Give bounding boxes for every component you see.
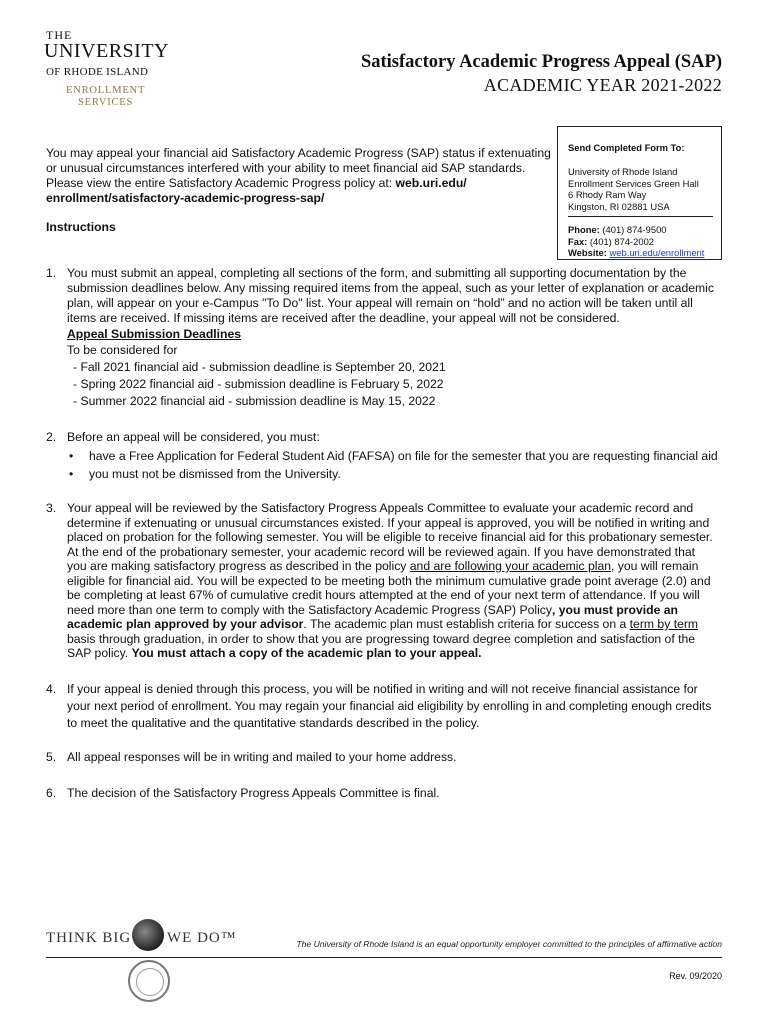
website-link[interactable]: web.uri.edu/enrollment xyxy=(609,247,705,258)
item3-text-1: Your appeal will be reviewed by the Satisfactory Progress Appeals Committee to evaluate your academic record and determine if extenuating or unusual circumstances existed. If your appeal is approved, you will be notified in writing and placed on probation for the following semester. You will be eligible to receive financial aid for this probationary semester. At the end of the probationary semester, your academic record will be reviewed again. If you have demonstrated that you are making satisfactory progress as described in the policy xyxy=(67,501,713,573)
divider xyxy=(568,216,713,217)
item3-underline-1: and are following your academic plan xyxy=(409,559,611,573)
deadline-item: - Fall 2021 financial aid - submission deadline is September 20, 2021 xyxy=(73,360,446,374)
send-box-heading: Send Completed Form To: xyxy=(568,142,685,153)
item-text: If your appeal is denied through this process, you will be notified in writing and will not receive financial assistance for your next period of enrollment. You may regain your financial aid eligibility by enrolling in and completing enough credits to meet the qualitative and the quantitative standards described in the policy. xyxy=(67,681,712,730)
logo-es-line2: SERVICES xyxy=(78,97,134,108)
deadlines-intro: To be considered for xyxy=(67,343,178,357)
item-text: Before an appeal will be considered, you must: xyxy=(67,430,320,444)
logo-es-line1: ENROLLMENT xyxy=(66,85,146,96)
list-item xyxy=(46,786,718,801)
mailing-address xyxy=(568,166,699,212)
bullet-text: have a Free Application for Federal Student Aid (FAFSA) on file for the semester that you are requesting financial aid xyxy=(89,449,718,463)
deadlines-list xyxy=(67,359,718,410)
instructions-heading: Instructions xyxy=(46,220,116,234)
address-line: Enrollment Services Green Hall xyxy=(568,177,699,189)
logo-of-rhode-island: OF RHODE ISLAND xyxy=(46,66,149,78)
item3-text-3: . The academic plan must establish criteria for success on a xyxy=(303,617,630,631)
globe-icon xyxy=(132,919,164,951)
item-number: 6. xyxy=(46,785,57,800)
phone-label: Phone: xyxy=(568,224,600,235)
item3-bold-1: , you must provide an academic plan approved by your advisor xyxy=(67,602,678,631)
equal-opportunity-statement: The University of Rhode Island is an equal opportunity employer committed to the principles of affirmative action xyxy=(296,939,722,949)
contact-info xyxy=(568,224,704,259)
fax-label: Fax: xyxy=(568,235,588,247)
page-title: Satisfactory Academic Progress Appeal (SAP) xyxy=(360,52,722,72)
footer-divider xyxy=(46,957,722,958)
item3-text-4: basis through graduation, in order to show that you are progressing toward degree completion and satisfaction of the SAP policy. xyxy=(67,631,696,660)
item-text: You must submit an appeal, completing all sections of the form, and submitting all supporting documentation by the submission deadlines below. Any missing required items from the appeal, such as your letter of explanation or academic plan, will appear on your e-Campus "To Do" list. Your appeal will remain on “hold” and no action will be taken until all items are received. If missing items are received after the deadline, your appeal will not be considered. xyxy=(67,266,714,325)
logo-enrollment-services xyxy=(66,85,145,109)
fax-number: (401) 874-2002 xyxy=(589,235,655,247)
item-number: 5. xyxy=(46,749,57,764)
deadline-item: - Spring 2022 financial aid - submission deadline is February 5, 2022 xyxy=(73,377,444,391)
address-line: University of Rhode Island xyxy=(568,166,678,177)
list-item xyxy=(46,501,718,661)
address-line: 6 Rhody Ram Way xyxy=(568,189,647,200)
item-text: All appeal responses will be in writing and mailed to your home address. xyxy=(67,749,457,764)
website-label: Website: xyxy=(568,247,607,258)
list-item xyxy=(46,430,718,482)
revision-date: Rev. 09/2020 xyxy=(669,971,722,981)
logo-university: UNIVERSITY xyxy=(44,40,169,62)
send-form-box xyxy=(557,126,722,260)
bullet-item xyxy=(67,467,718,482)
bullet-text: you must not be dismissed from the University. xyxy=(89,467,341,481)
item-text: The decision of the Satisfactory Progress Appeals Committee is final. xyxy=(67,785,440,800)
list-item xyxy=(46,750,718,765)
academic-year: ACADEMIC YEAR 2021-2022 xyxy=(483,75,722,95)
item-number: 1. xyxy=(46,266,57,280)
intro-text: You may appeal your financial aid Satisfactory Academic Progress (SAP) status if extenuating or unusual circumstances interfered with your ability to meet financial aid SAP standards. Please view the entire Satisfactory Academic Progress policy at: xyxy=(46,146,551,190)
list-item xyxy=(46,266,718,410)
think-big-text: THINK BIG xyxy=(46,930,132,946)
bullet-item xyxy=(67,449,718,464)
item-number: 4. xyxy=(46,681,57,696)
bullet-icon: • xyxy=(69,467,74,481)
intro-paragraph xyxy=(46,146,551,206)
deadlines-heading: Appeal Submission Deadlines xyxy=(67,327,242,341)
item-number: 2. xyxy=(46,430,57,444)
phone-number: (401) 874-9500 xyxy=(602,224,667,235)
university-seal-icon xyxy=(128,960,170,1002)
deadline-item: - Summer 2022 financial aid - submission deadline is May 15, 2022 xyxy=(73,394,436,408)
item3-underline-2: term by term xyxy=(629,617,699,631)
we-do-text: WE DO™ xyxy=(167,930,237,946)
policy-link[interactable]: web.uri.edu/ enrollment/satisfactory-academic-progress-sap/ xyxy=(46,176,467,205)
logo-the: THE xyxy=(46,28,73,42)
list-item xyxy=(46,681,718,732)
item3-text-2: , you will remain eligible for financial aid. You will be expected to be meeting both the minimum cumulative grade point average (2.0) and be completing at least 67% of cumulative credit hours attempted at the end of your next term of attendance. If you will need more than one term to comply with the Satisfactory Academic Progress (SAP) Policy xyxy=(67,559,711,617)
item3-bold-2: You must attach a copy of the academic plan to your appeal. xyxy=(131,646,482,660)
bullet-icon: • xyxy=(69,449,74,463)
item-number: 3. xyxy=(46,501,57,515)
address-line: Kingston, RI 02881 USA xyxy=(568,200,670,212)
item-text xyxy=(67,501,718,661)
instructions-list xyxy=(46,266,718,801)
requirements-list xyxy=(67,449,718,482)
